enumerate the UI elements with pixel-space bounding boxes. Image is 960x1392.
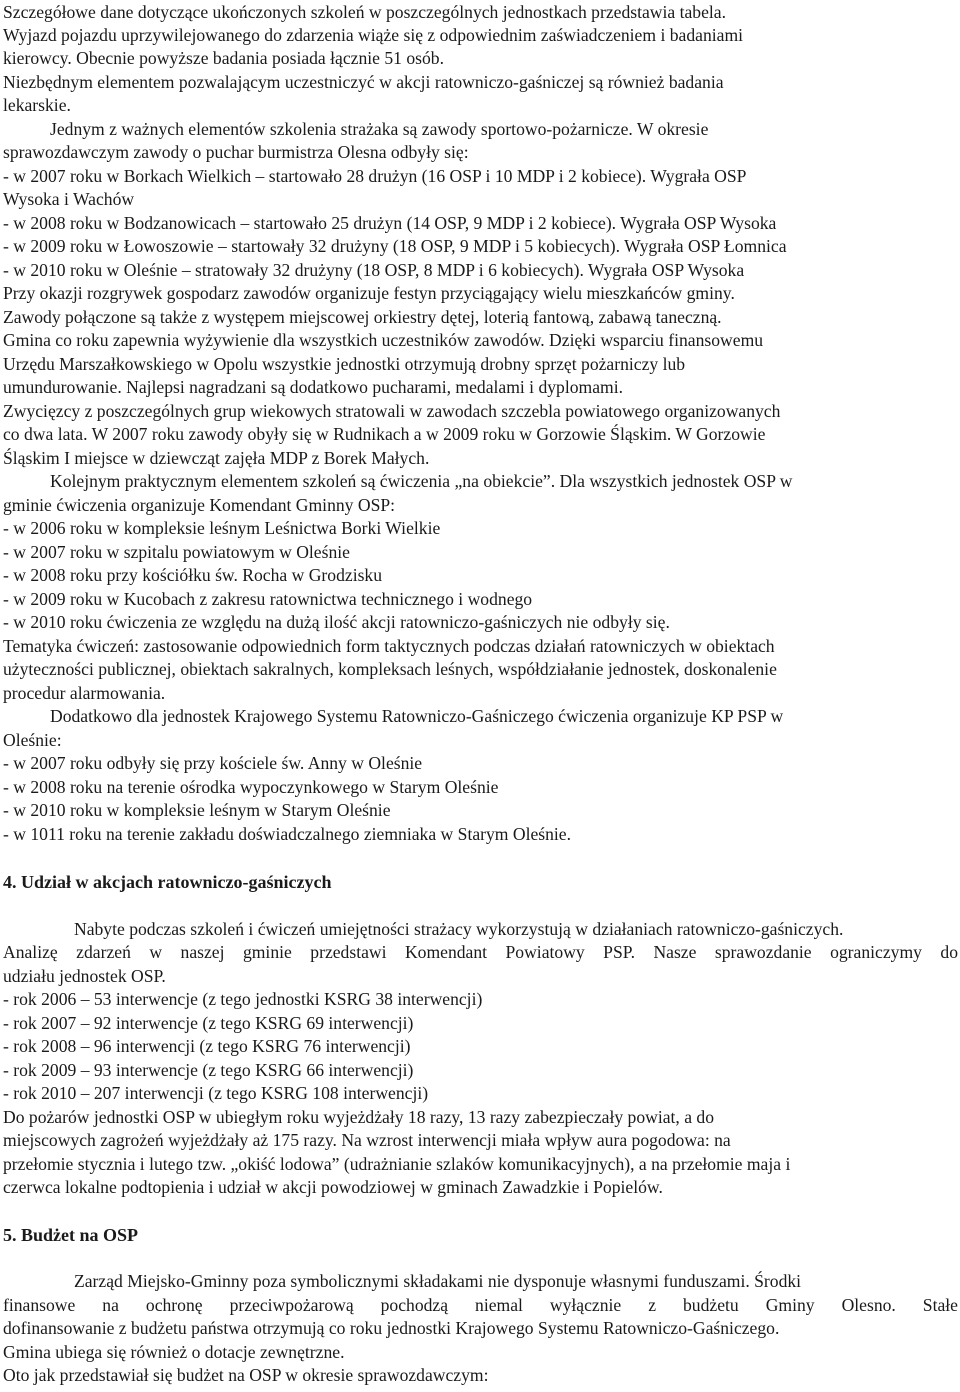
paragraph-line: lekarskie.	[3, 95, 71, 115]
list-item: - w 2007 roku odbyły się przy kościele św. Anny w Oleśnie	[3, 753, 423, 773]
list-item: - w 2008 roku na terenie ośrodka wypoczynkowego w Starym Oleśnie	[3, 777, 499, 797]
paragraph-line: Gmina co roku zapewnia wyżywienie dla wszystkich uczestników zawodów. Dzięki wsparciu finansowemu	[3, 330, 764, 350]
paragraph-line: przełomie stycznia i lutego tzw. „okiść lodowa” (udrażnianie szlaków komunikacyjnych), a na przełomie maja i	[3, 1154, 791, 1174]
paragraph-line: Kolejnym praktycznym elementem szkoleń są ćwiczenia „na obiekcie”. Dla wszystkich jednostek OSP w	[50, 471, 793, 491]
paragraph-line: Oto jak przedstawiał się budżet na OSP w okresie sprawozdawczym:	[3, 1365, 489, 1385]
list-item: - rok 2007 – 92 interwencje (z tego KSRG 69 interwencji)	[3, 1013, 414, 1033]
paragraph-line: umundurowanie. Najlepsi nagradzani są dodatkowo pucharami, medalami i dyplomami.	[3, 377, 624, 397]
paragraph-line: Jednym z ważnych elementów szkolenia strażaka są zawody sportowo-pożarnicze. W okresie	[50, 119, 709, 139]
paragraph-line: Dodatkowo dla jednostek Krajowego Systemu Ratowniczo-Gaśniczego ćwiczenia organizuje KP PSP w	[50, 706, 784, 726]
paragraph-line: Zwycięzcy z poszczególnych grup wiekowych stratowali w zawodach szczebla powiatowego organizowanych	[3, 401, 781, 421]
paragraph-line: Tematyka ćwiczeń: zastosowanie odpowiednich form taktycznych podczas działań ratowniczych w obiektach	[3, 636, 775, 656]
list-item: - w 2010 roku ćwiczenia ze względu na dużą ilość akcji ratowniczo-gaśniczych nie odbyły się.	[3, 612, 670, 632]
list-item: - w 2010 roku w Oleśnie – stratowały 32 drużyny (18 OSP, 8 MDP i 6 kobiecych). Wygrała OSP Wysoka	[3, 260, 745, 280]
paragraph-line: Zarząd Miejsko-Gminny poza symbolicznymi składakami nie dysponuje własnymi funduszami. Środki	[74, 1271, 802, 1291]
list-item: - w 2007 roku w Borkach Wielkich – startowało 28 drużyn (16 OSP i 10 MDP i 2 kobiece). Wygrała OSP	[3, 166, 747, 186]
paragraph-line: Wyjazd pojazdu uprzywilejowanego do zdarzenia wiąże się z odpowiednim zaświadczeniem i badaniami	[3, 25, 744, 45]
paragraph-line: kierowcy. Obecnie powyższe badania posiada łącznie 51 osób.	[3, 48, 444, 68]
paragraph-line: udziału jednostek OSP.	[3, 966, 166, 986]
paragraph-line: gminie ćwiczenia organizuje Komendant Gminny OSP:	[3, 495, 396, 515]
section-heading: 5. Budżet na OSP	[3, 1225, 139, 1245]
paragraph-line: sprawozdawczym zawody o puchar burmistrza Olesna odbyły się:	[3, 142, 469, 162]
list-item: - w 2008 roku przy kościółku św. Rocha w Grodzisku	[3, 565, 383, 585]
paragraph-line: użyteczności publicznej, obiektach sakralnych, kompleksach leśnych, współdziałanie jednostek, doskonalenie	[3, 659, 777, 679]
paragraph-line: Do pożarów jednostki OSP w ubiegłym roku wyjeżdżały 18 razy, 13 razy zabezpieczały powiat, a do	[3, 1107, 715, 1127]
paragraph-line: Analizę zdarzeń w naszej gminie przedstawi Komendant Powiatowy PSP. Nasze sprawozdanie ograniczymy do	[3, 942, 958, 962]
list-item: - rok 2009 – 93 interwencje (z tego KSRG 66 interwencji)	[3, 1060, 414, 1080]
list-item: - w 2007 roku w szpitalu powiatowym w Oleśnie	[3, 542, 350, 562]
list-item: - rok 2008 – 96 interwencji (z tego KSRG 76 interwencji)	[3, 1036, 411, 1056]
list-item: - rok 2006 – 53 interwencje (z tego jednostki KSRG 38 interwencji)	[3, 989, 483, 1009]
list-item: - rok 2010 – 207 interwencji (z tego KSRG 108 interwencji)	[3, 1083, 429, 1103]
list-item: - w 2009 roku w Łowoszowie – startowały 32 drużyny (18 OSP, 9 MDP i 5 kobiecych). Wygrała OSP Łomnica	[3, 236, 787, 256]
paragraph-line: co dwa lata. W 2007 roku zawody obyły się w Rudnikach a w 2009 roku w Gorzowie Śląskim. W Gorzowie	[3, 424, 766, 444]
paragraph-line: Zawody połączone są także z występem miejscowej orkiestry dętej, loterią fantową, zabawą taneczną.	[3, 307, 722, 327]
paragraph-line: Oleśnie:	[3, 730, 62, 750]
paragraph-line: Niezbędnym elementem pozwalającym uczestniczyć w akcji ratowniczo-gaśniczej są również badania	[3, 72, 724, 92]
paragraph-line: Szczegółowe dane dotyczące ukończonych szkoleń w poszczególnych jednostkach przedstawia tabela.	[3, 2, 726, 22]
paragraph-line: Gmina ubiega się również o dotacje zewnętrzne.	[3, 1342, 345, 1362]
paragraph-line: procedur alarmowania.	[3, 683, 166, 703]
list-item-continuation: Wysoka i Wachów	[3, 189, 135, 209]
paragraph-line: miejscowych zagrożeń wyjeżdżały aż 175 razy. Na wzrost interwencji miała wpływ aura pogodowa: na	[3, 1130, 731, 1150]
paragraph-line: Nabyte podczas szkoleń i ćwiczeń umiejętności strażacy wykorzystują w działaniach ratowniczo-gaśniczych.	[74, 919, 844, 939]
section-heading: 4. Udział w akcjach ratowniczo-gaśniczych	[3, 872, 332, 892]
paragraph-line: Urzędu Marszałkowskiego w Opolu wszystkie jednostki otrzymują drobny sprzęt pożarniczy lub	[3, 354, 686, 374]
list-item: - w 2008 roku w Bodzanowicach – startowało 25 drużyn (14 OSP, 9 MDP i 2 kobiece). Wygrała OSP Wysoka	[3, 213, 777, 233]
paragraph-line: dofinansowanie z budżetu państwa otrzymują co roku jednostki Krajowego Systemu Ratowniczo-Gaśniczego.	[3, 1318, 780, 1338]
list-item: - w 2006 roku w kompleksie leśnym Leśnictwa Borki Wielkie	[3, 518, 441, 538]
list-item: - w 2010 roku w kompleksie leśnym w Starym Oleśnie	[3, 800, 391, 820]
list-item: - w 1011 roku na terenie zakładu doświadczalnego ziemniaka w Starym Oleśnie.	[3, 824, 572, 844]
paragraph-line: finansowe na ochronę przeciwpożarową pochodzą niemal wyłącznie z budżetu Gminy Olesno. Stałe	[3, 1295, 958, 1315]
list-item: - w 2009 roku w Kucobach z zakresu ratownictwa technicznego i wodnego	[3, 589, 533, 609]
paragraph-line: czerwca lokalne podtopienia i udział w akcji powodziowej w gminach Zawadzkie i Popielów.	[3, 1177, 663, 1197]
paragraph-line: Śląskim I miejsce w dziewcząt zajęła MDP z Borek Małych.	[3, 448, 430, 468]
paragraph-line: Przy okazji rozgrywek gospodarz zawodów organizuje festyn przyciągający wielu mieszkańców gminy.	[3, 283, 735, 303]
